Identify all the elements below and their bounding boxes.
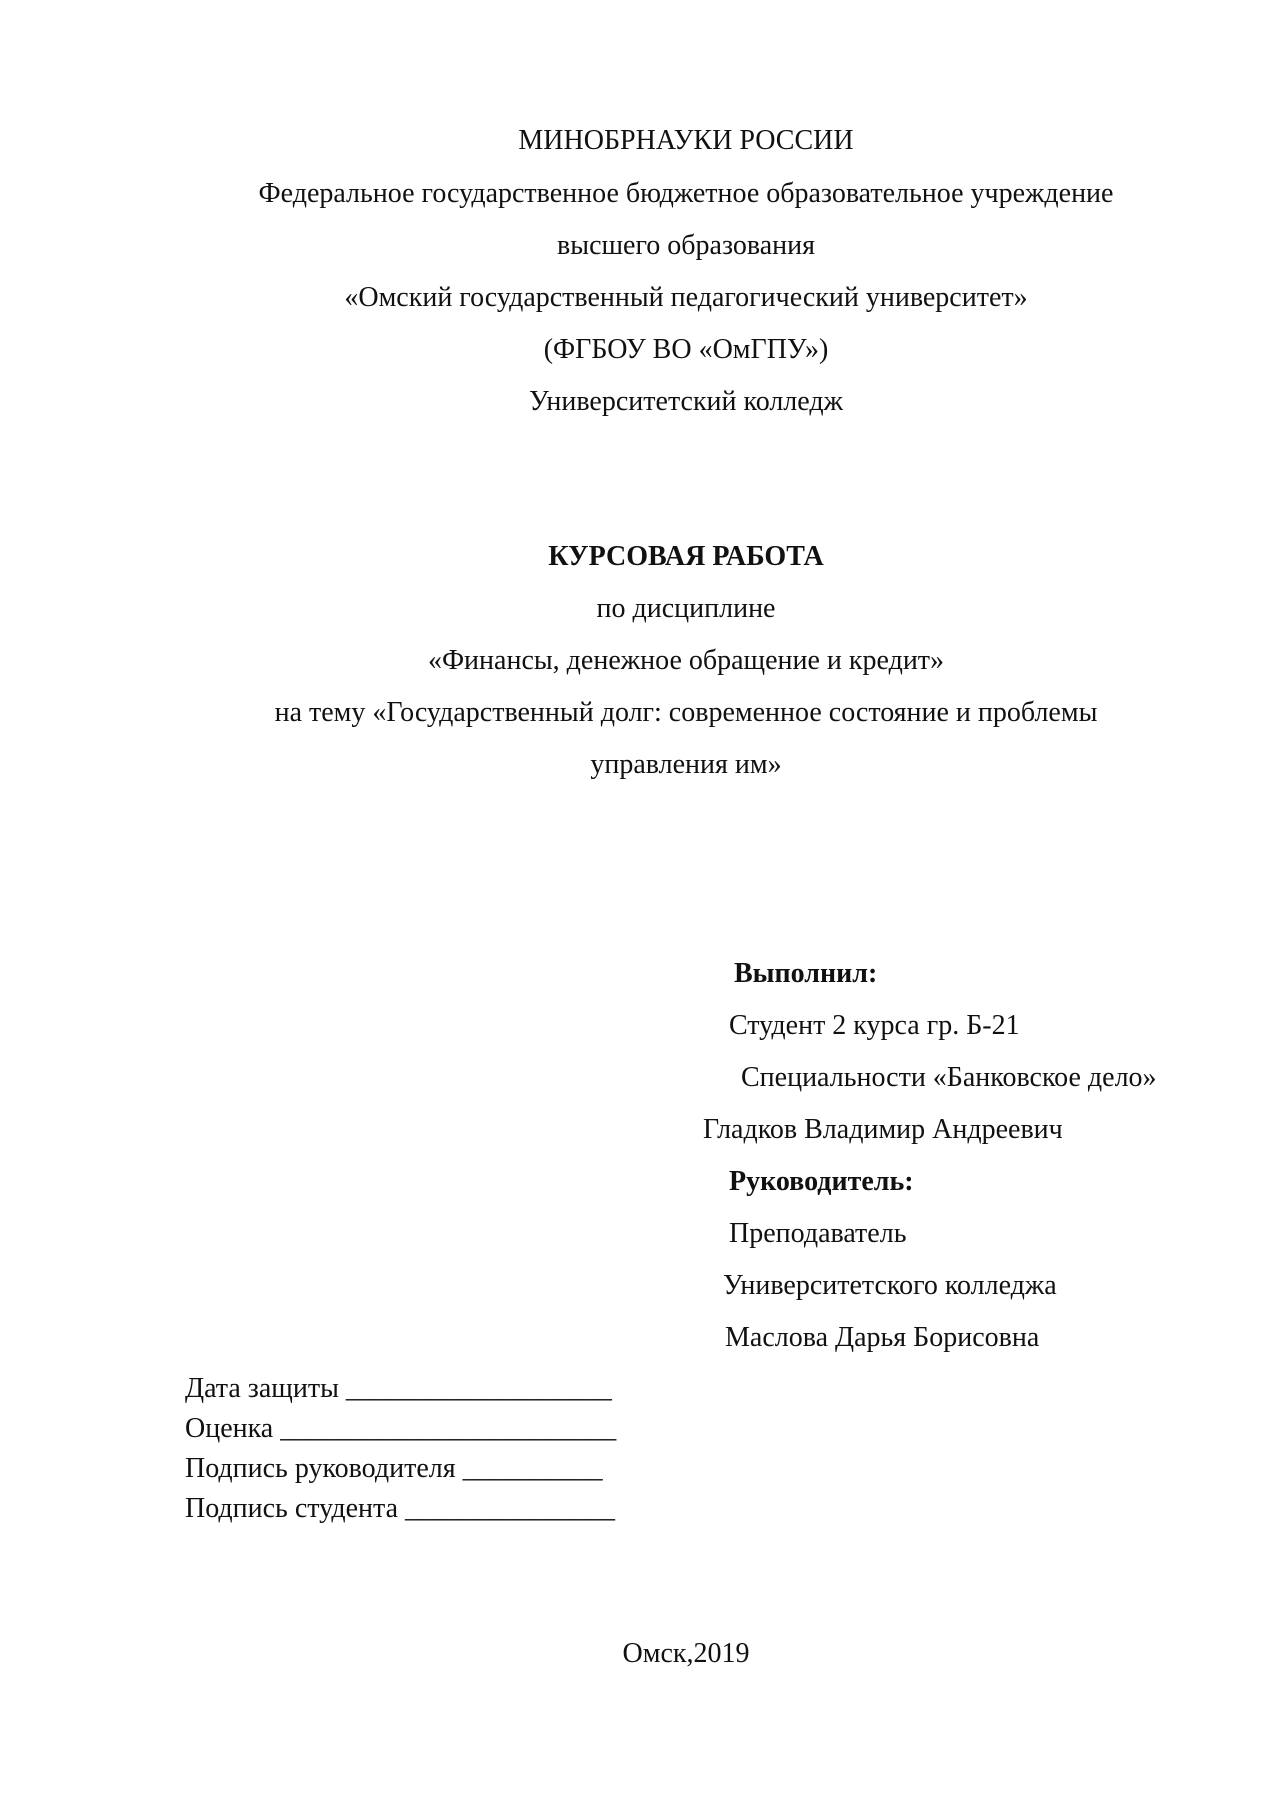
college-name: Университетский колледж <box>529 386 843 417</box>
work-type-title: КУРСОВАЯ РАБОТА <box>548 541 824 572</box>
university-abbreviation: (ФГБОУ ВО «ОмГПУ») <box>543 334 829 365</box>
performed-label: Выполнил: <box>734 958 878 989</box>
education-level: высшего образования <box>557 230 815 261</box>
student-specialty: Специальности «Банковское дело» <box>741 1062 1157 1093</box>
student-course: Студент 2 курса гр. Б-21 <box>729 1010 1020 1041</box>
supervisor-signature-field: Подпись руководителя __________ <box>185 1453 603 1484</box>
supervisor-name: Маслова Дарья Борисовна <box>725 1322 1040 1353</box>
city-year: Омск,2019 <box>622 1638 750 1669</box>
institution-type: Федеральное государственное бюджетное образовательное учреждение <box>258 178 1114 209</box>
topic-line-1: на тему «Государственный долг: современное состояние и проблемы <box>274 697 1098 728</box>
supervisor-organization: Университетского колледжа <box>723 1270 1057 1301</box>
discipline-label: по дисциплине <box>596 593 776 624</box>
topic-line-2: управления им» <box>590 749 782 780</box>
supervisor-label: Руководитель: <box>729 1166 914 1197</box>
student-name: Гладков Владимир Андреевич <box>703 1114 1063 1145</box>
defense-date-field: Дата защиты ___________________ <box>185 1373 612 1404</box>
grade-field: Оценка ________________________ <box>185 1413 617 1444</box>
student-signature-field: Подпись студента _______________ <box>185 1493 616 1524</box>
supervisor-position: Преподаватель <box>729 1218 907 1249</box>
discipline-name: «Финансы, денежное обращение и кредит» <box>427 645 945 676</box>
university-name: «Омский государственный педагогический университет» <box>344 282 1028 313</box>
ministry-heading: МИНОБРНАУКИ РОССИИ <box>518 125 854 156</box>
